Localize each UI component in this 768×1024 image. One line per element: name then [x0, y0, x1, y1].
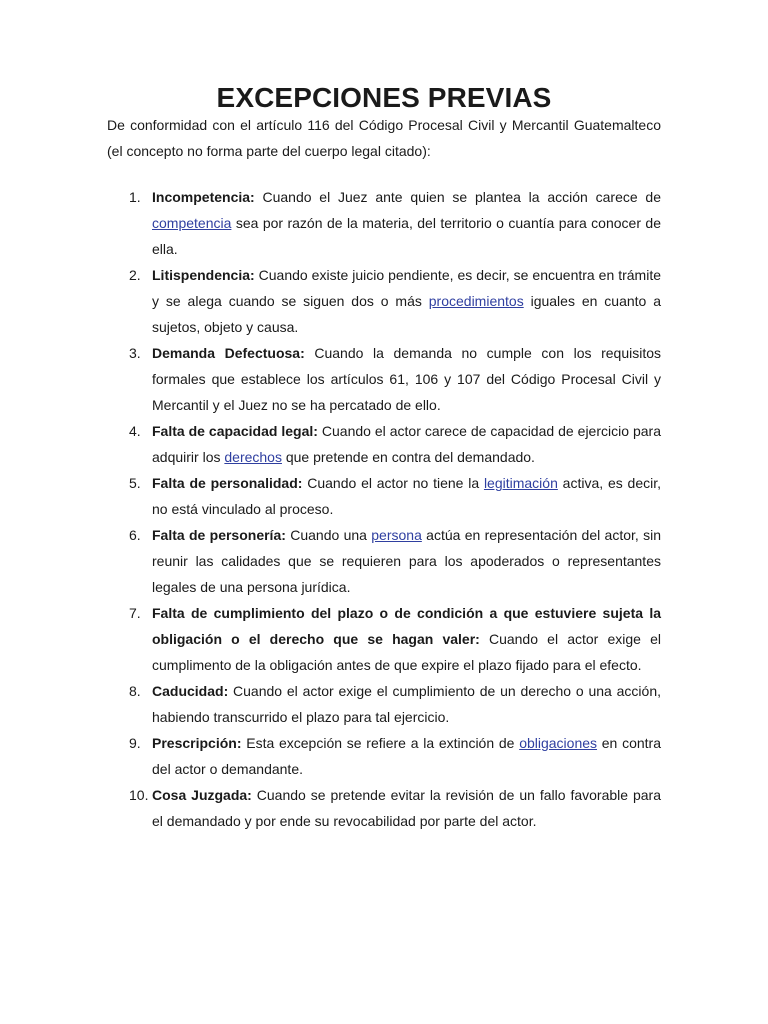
- item-text: Esta excepción se refiere a la extinción de: [241, 735, 520, 751]
- item-text: actúa en representación del actor, sin reunir las calidades que se requieren para los apoderados o representantes legales de una persona jurídica.: [152, 527, 662, 595]
- item-text: Cuando la demanda no cumple con los requisitos formales que establece los artículos 61, 106 y 107 del Código Procesal Civil y Mercantil y el Juez no se ha percatado de ello.: [152, 345, 661, 413]
- list-item: [107, 600, 661, 678]
- item-term: Demanda Defectuosa:: [152, 345, 305, 361]
- list-item: [107, 184, 661, 262]
- item-number: 2.: [129, 267, 141, 283]
- link-competencia[interactable]: competencia: [152, 215, 232, 231]
- item-text: que pretende en contra del demandado.: [281, 449, 535, 465]
- item-text: Cuando una: [285, 527, 372, 543]
- item-number: 3.: [129, 345, 141, 361]
- link-legitimacion[interactable]: legitimación: [483, 475, 558, 491]
- item-number: 7.: [129, 605, 141, 621]
- list-item: [107, 782, 661, 834]
- item-term: Falta de capacidad legal:: [152, 423, 318, 439]
- link-derechos[interactable]: derechos: [224, 449, 282, 465]
- item-term: Falta de cumplimiento del plazo o de condición a que estuviere sujeta la obligación o el derecho que se hagan valer:: [152, 605, 661, 647]
- item-text: Cuando el actor carece de capacidad de ejercicio para adquirir los: [152, 423, 661, 465]
- link-obligaciones[interactable]: obligaciones: [519, 735, 598, 751]
- list-item: [107, 730, 661, 782]
- item-text: Cuando el actor exige el cumplimento de la obligación antes de que expire el plazo fijado para el efecto.: [152, 631, 662, 673]
- item-number: 4.: [129, 423, 141, 439]
- item-term: Incompetencia:: [152, 189, 255, 205]
- link-procedimientos[interactable]: procedimientos: [428, 293, 524, 309]
- item-number: 8.: [129, 683, 141, 699]
- item-text: Cuando el actor no tiene la: [302, 475, 484, 491]
- intro-paragraph: De conformidad con el artículo 116 del Código Procesal Civil y Mercantil Guatemalteco (el concepto no forma parte del cuerpo legal citado):: [107, 117, 661, 159]
- list-item: [107, 470, 661, 522]
- item-text: en contra del actor o demandante.: [152, 735, 661, 777]
- exceptions-list: [107, 184, 661, 834]
- list-item: [107, 340, 661, 418]
- link-persona[interactable]: persona: [371, 527, 422, 543]
- item-text: sea por razón de la materia, del territorio o cuantía para conocer de ella.: [152, 215, 661, 257]
- item-text: activa, es decir, no está vinculado al proceso.: [152, 475, 661, 517]
- item-text: Cuando el Juez ante quien se plantea la acción carece de: [254, 189, 661, 205]
- item-text: iguales en cuanto a sujetos, objeto y causa.: [152, 293, 661, 335]
- item-number: 6.: [129, 527, 141, 543]
- list-item: [107, 262, 661, 340]
- item-text: Cuando se pretende evitar la revisión de un fallo favorable para el demandado y por ende su revocabilidad por parte del actor.: [152, 787, 661, 829]
- item-text: Cuando existe juicio pendiente, es decir, se encuentra en trámite y se alega cuando se siguen dos o más: [152, 267, 661, 309]
- list-item: [107, 522, 661, 600]
- item-number: 9.: [129, 735, 141, 751]
- item-term: Falta de personalidad:: [152, 475, 303, 491]
- item-number: 1.: [129, 189, 141, 205]
- item-number: 5.: [129, 475, 141, 491]
- item-term: Prescripción:: [152, 735, 242, 751]
- item-term: Caducidad:: [152, 683, 229, 699]
- document-page: [107, 82, 662, 834]
- document-title: EXCEPCIONES PREVIAS: [216, 82, 552, 113]
- item-number: 10.: [129, 787, 149, 803]
- list-item: [107, 678, 661, 730]
- item-term: Litispendencia:: [152, 267, 255, 283]
- item-text: Cuando el actor exige el cumplimiento de un derecho o una acción, habiendo transcurrido el plazo para tal ejercicio.: [152, 683, 661, 725]
- item-term: Cosa Juzgada:: [152, 787, 252, 803]
- list-item: [107, 418, 661, 470]
- item-term: Falta de personería:: [152, 527, 286, 543]
